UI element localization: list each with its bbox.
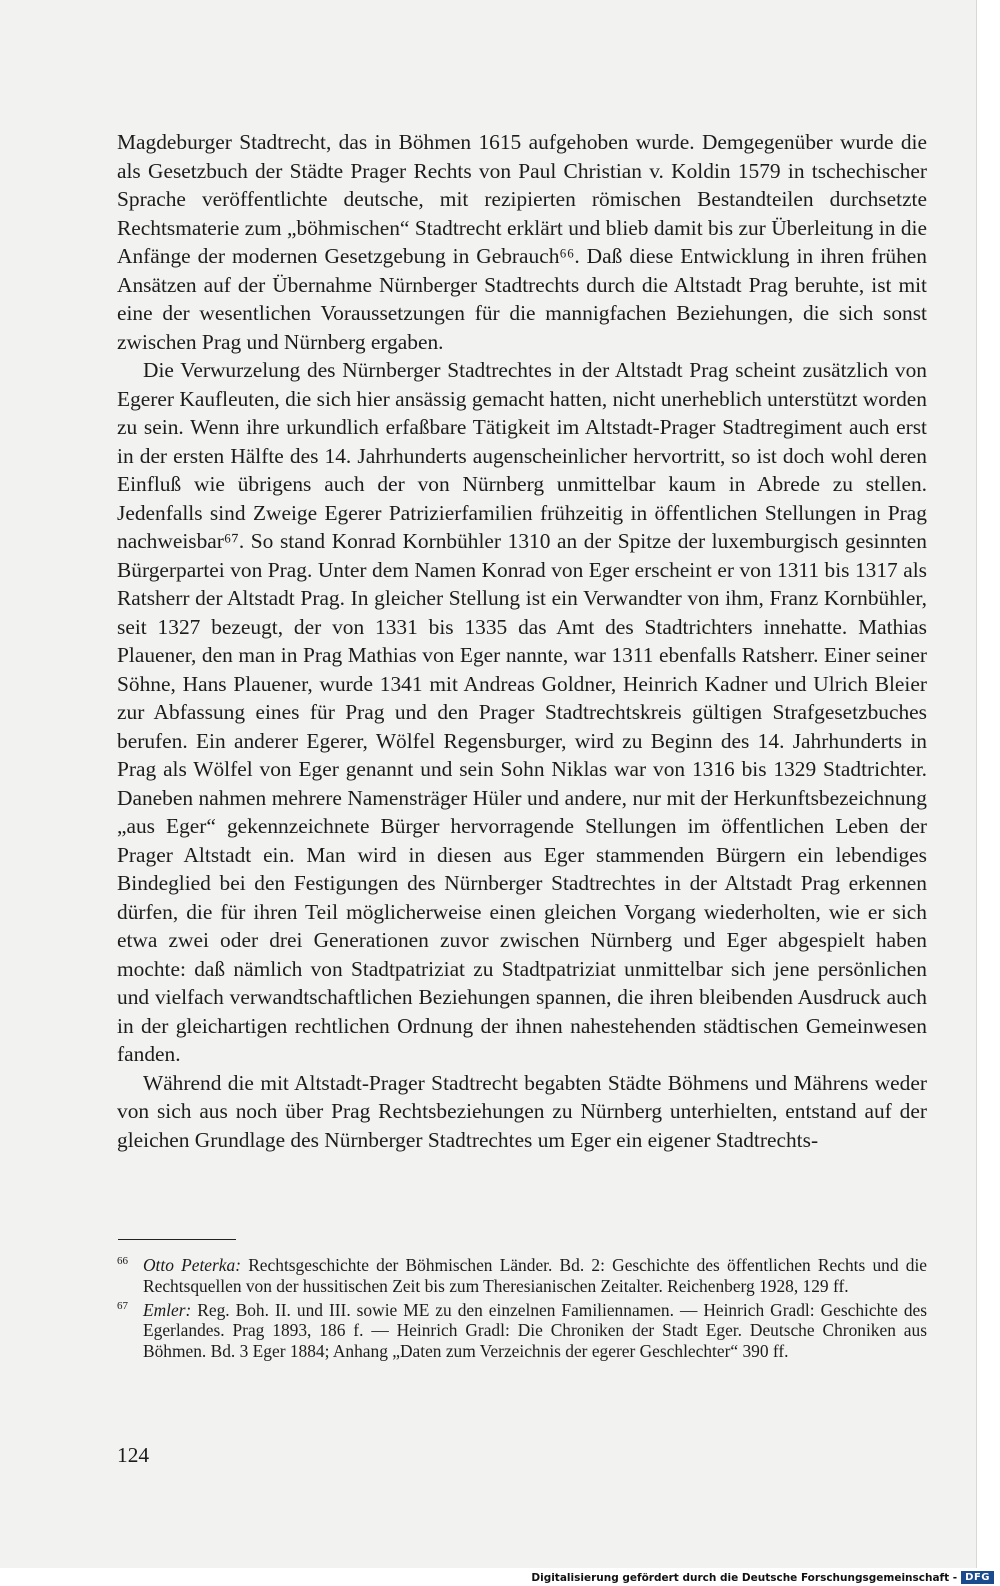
page-number: 124 bbox=[117, 1443, 150, 1467]
footnote-number: 67 bbox=[117, 1299, 128, 1312]
body-text bbox=[117, 128, 927, 1154]
footnote-author: Otto Peterka: bbox=[143, 1255, 241, 1275]
footnote-number: 66 bbox=[117, 1255, 128, 1267]
footnote-divider bbox=[118, 1239, 236, 1240]
paragraph-2: Die Verwurzelung des Nürnberger Stadtrechtes in der Altstadt Prag scheint zusätzlich von Egerer Kaufleuten, die sich hier ansässig gemacht hatten, nicht unerheblich unterstützt worden zu sein. Wenn ihre urkundlich erfaßbare Tätigkeit im Altstadt-Prager Stadtregiment auch erst in der ersten Hälfte des 14. Jahrhunderts augenscheinlicher hervortritt, so ist doch wohl deren Einfluß wie übrigens auch der von Nürnberg unmittelbar kaum in Abrede zu stellen. Jedenfalls sind Zweige Egerer Patrizierfamilien frühzeitig in öffentlichen Stellungen in Prag nachweisbar⁶⁷. So stand Konrad Kornbühler 1310 an der Spitze der luxemburgisch gesinnten Bürgerpartei von Prag. Unter dem Namen Konrad von Eger erscheint er von 1311 bis 1317 als Ratsherr der Altstadt Prag. In gleicher Stellung ist ein Verwandter von ihm, Franz Kornbühler, seit 1327 bezeugt, der von 1331 bis 1335 das Amt des Stadtrichters innehatte. Mathias Plauener, den man in Prag Mathias von Eger nannte, war 1311 ebenfalls Ratsherr. Einer seiner Söhne, Hans Plauener, wurde 1341 mit Andreas Goldner, Heinrich Kadner und Ulrich Bleier zur Abfassung eines für Prag und den Prager Stadtrechtskreis gültigen Strafgesetzbuches berufen. Ein anderer Egerer, Wölfel Regensburger, wird zu Beginn des 14. Jahrhunderts in Prag als Wölfel von Eger genannt und sein Sohn Niklas war von 1316 bis 1329 Stadtrichter. Daneben nahmen mehrere Namensträger Hüler und andere, nur mit der Herkunftsbezeichnung „aus Eger“ gekennzeichnete Bürger hervorragende Stellungen im öffentlichen Leben der Prager Altstadt ein. Man wird in diesen aus Eger stammenden Bürgern ein lebendiges Bindeglied bei den Festigungen des Nürnberger Stadtrechtes in der Altstadt Prag erkennen dürfen, die für ihren Teil möglicherweise einen gleichen Vorgang wiederholten, wie er sich etwa zwei oder drei Generationen zuvor zwischen Nürnberg und Eger abgespielt haben mochte: daß nämlich von Stadtpatriziat zu Stadtpatriziat unmittelbar sich jene persönlichen und vielfach verwandtschaftlichen Beziehungen spannen, die ihren bleibenden Ausdruck auch in der gleichartigen rechtlichen Ordnung der ihnen nahestehenden städtischen Gemeinwesen fanden. bbox=[117, 358, 927, 1066]
paragraph-3: Während die mit Altstadt-Prager Stadtrecht begabten Städte Böhmens und Mährens weder von sich aus noch über Prag Rechtsbeziehungen zu Nürnberg unterhielten, entstand auf der gleichen Grundlage des Nürnberger Stadtrechtes um Eger ein eigener Stadtrechts- bbox=[117, 1070, 927, 1152]
footnote-67 bbox=[117, 1300, 927, 1362]
footnote-66 bbox=[117, 1255, 927, 1297]
footnote-author: Emler: bbox=[143, 1299, 192, 1320]
footnotes bbox=[117, 1255, 927, 1365]
digitization-notice-text: Digitalisierung gefördert durch die Deutsche Forschungsgemeinschaft - bbox=[531, 1571, 958, 1584]
dfg-logo: DFG bbox=[961, 1571, 994, 1584]
footnote-text: Reg. Boh. II. und III. sowie ME zu den einzelnen Familiennamen. — Heinrich Gradl: Geschichte des Egerlandes. Prag 1893, 186 f. — Heinrich Gradl: Die Chroniken der Stadt Eger. Deutsche Chroniken aus Böhmen. Bd. 3 Eger 1884; Anhang „Daten zum Verzeichnis der egerer Geschlechter“ 390 ff. bbox=[143, 1299, 927, 1362]
footnote-text: Rechtsgeschichte der Böhmischen Länder. Bd. 2: Geschichte des öffentlichen Rechts und die Rechtsquellen von der hussitischen Zeit bis zum Theresianischen Zeitalter. Reichenberg 1928, 129 ff. bbox=[143, 1255, 927, 1296]
paragraph-1: Magdeburger Stadtrecht, das in Böhmen 1615 aufgehoben wurde. Demgegenüber wurde die als Gesetzbuch der Städte Prager Rechts von Paul Christian v. Koldin 1579 in tschechischer Sprache veröffentlichte deutsche, mit rezipierten römischen Bestandteilen durchsetzte Rechtsmaterie zum „böhmischen“ Stadtrecht erklärt und blieb damit bis zur Überleitung in die Anfänge der modernen Gesetzgebung in Gebrauch⁶⁶. Daß diese Entwicklung in ihren frühen Ansätzen auf der Übernahme Nürnberger Stadtrechts durch die Altstadt Prag beruhte, ist mit eine der wesentlichen Voraussetzungen für die mannigfachen Beziehungen, die sich sonst zwischen Prag und Nürnberg ergaben. bbox=[117, 130, 927, 354]
digitization-notice bbox=[531, 1571, 994, 1584]
